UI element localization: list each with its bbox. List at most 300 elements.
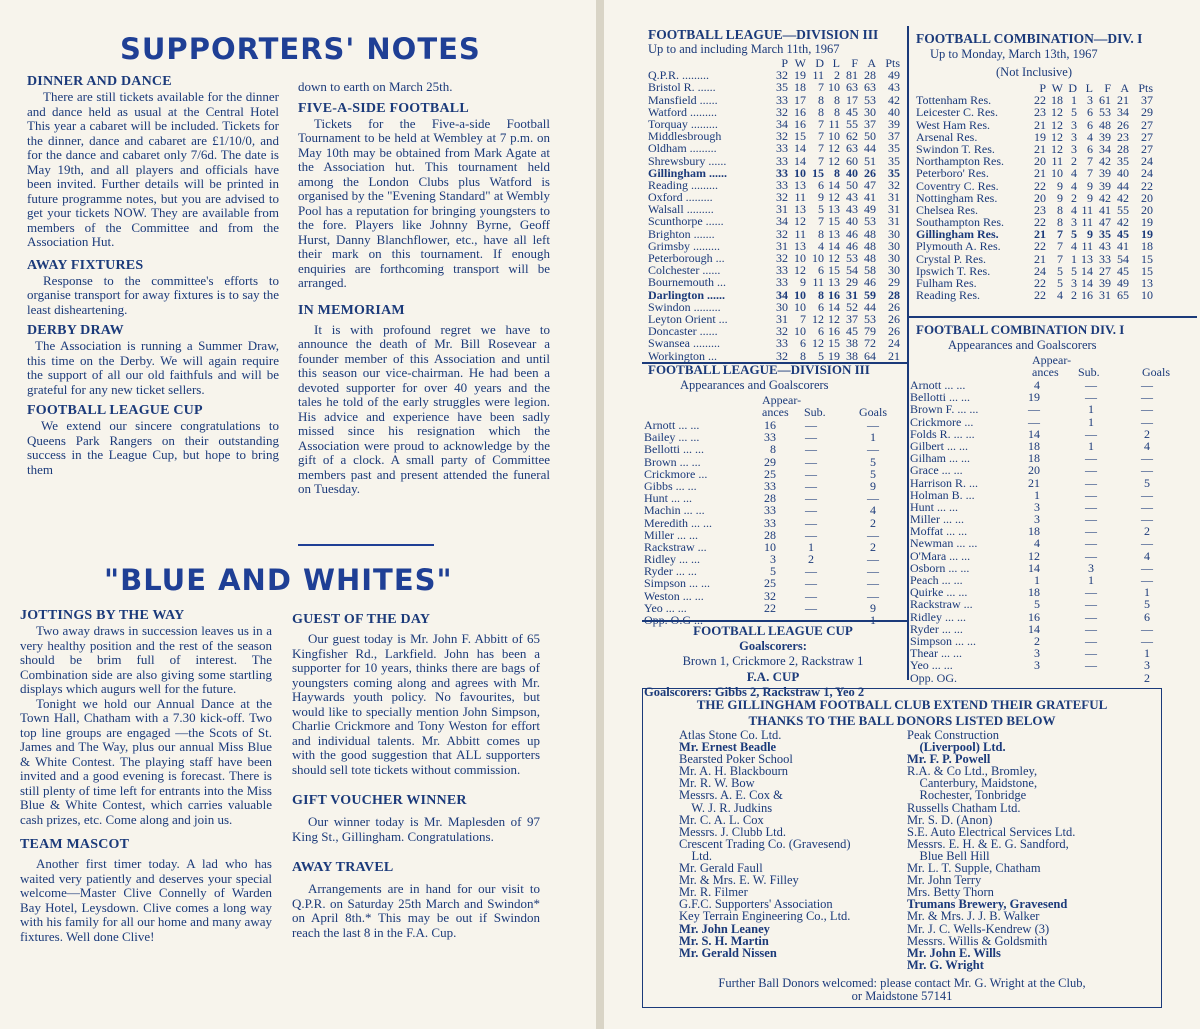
team-name: Darlington ...... bbox=[648, 287, 726, 302]
appearance-row bbox=[910, 537, 1198, 549]
player-name: Arnott ... ... bbox=[910, 378, 966, 392]
stat-cell: 3 bbox=[1071, 129, 1077, 144]
stat-cell: 53 bbox=[864, 92, 876, 107]
column-divider bbox=[907, 26, 909, 680]
stat-cell: 16 bbox=[794, 116, 806, 131]
stat-cell: 31 bbox=[776, 311, 788, 326]
stat-cell: 5 bbox=[818, 202, 824, 217]
stat-cell: 16 bbox=[828, 324, 840, 339]
goals-cell: — bbox=[1141, 463, 1153, 478]
donors-footer-1: Further Ball Donors welcomed: please contact Mr. G. Wright at the Club, bbox=[718, 976, 1086, 990]
appearances-cell: 16 bbox=[1028, 609, 1040, 624]
header-w: W bbox=[1051, 81, 1063, 95]
appearances-cell: 4 bbox=[1034, 536, 1040, 551]
stat-cell: 46 bbox=[846, 226, 858, 241]
stat-cell: 45 bbox=[1117, 227, 1129, 242]
player-name: Bellotti ... ... bbox=[910, 390, 970, 405]
donor-name: Mr. F. P. Powell bbox=[907, 752, 991, 767]
stat-cell: 58 bbox=[864, 263, 876, 278]
player-name: Hunt ... ... bbox=[910, 499, 958, 514]
stat-cell: 33 bbox=[776, 153, 788, 168]
stat-cell: 1 bbox=[1071, 93, 1077, 108]
appearance-row bbox=[910, 672, 1198, 684]
league-table-title: FOOTBALL LEAGUE—DIVISION III bbox=[648, 27, 879, 42]
stat-cell: 34 bbox=[776, 214, 788, 229]
stat-cell: 20 bbox=[1034, 154, 1046, 169]
league-table-row bbox=[648, 228, 904, 240]
stat-cell: 24 bbox=[1141, 166, 1153, 181]
stat-cell: 23 bbox=[1117, 129, 1129, 144]
stat-cell: 33 bbox=[776, 336, 788, 351]
appearances-cell: 3 bbox=[770, 552, 776, 567]
combination-table-row bbox=[916, 167, 1196, 179]
player-name: Crickmore ... bbox=[644, 466, 708, 481]
stat-cell: 14 bbox=[794, 153, 806, 168]
stat-cell: 53 bbox=[864, 214, 876, 229]
appearances-cell: 28 bbox=[764, 491, 776, 506]
sub-cell: — bbox=[805, 418, 817, 432]
stat-cell: 4 bbox=[1071, 202, 1077, 217]
sub-cell: — bbox=[805, 527, 817, 542]
appearances-cell: 25 bbox=[764, 466, 776, 481]
stat-cell: 40 bbox=[846, 165, 858, 180]
col-sub: Sub. bbox=[804, 405, 826, 419]
stat-cell: 22 bbox=[1034, 215, 1046, 230]
appearances-cell: 14 bbox=[1028, 426, 1040, 441]
goals-cell: 9 bbox=[870, 478, 876, 493]
stat-cell: 14 bbox=[828, 238, 840, 253]
stat-cell: 30 bbox=[888, 238, 900, 253]
team-name: Fulham Res. bbox=[916, 276, 977, 290]
stat-cell: 30 bbox=[776, 299, 788, 314]
stat-cell: 23 bbox=[1034, 105, 1046, 120]
mascot-heading: TEAM MASCOT bbox=[20, 837, 130, 852]
stat-cell: 35 bbox=[888, 141, 900, 156]
stat-cell: 5 bbox=[1071, 105, 1077, 120]
player-name: Ryder ... ... bbox=[644, 564, 697, 579]
jottings-text-1: Two away draws in succession leaves us in a very healthy position and the rest of the season should be brim full of interest. The Combination side are also giving some startling displays which augurs well for the future. bbox=[20, 623, 272, 696]
stat-cell: 7 bbox=[1087, 154, 1093, 169]
donor-name: Mr. Ernest Beadle bbox=[679, 740, 777, 755]
team-name: Walsall ......... bbox=[648, 202, 714, 217]
sub-cell: — bbox=[1085, 378, 1097, 392]
stat-cell: 72 bbox=[864, 336, 876, 351]
goals-cell: 2 bbox=[1144, 670, 1150, 685]
stat-cell: 6 bbox=[818, 324, 824, 339]
header-a: A bbox=[1120, 81, 1129, 95]
donor-name: Mrs. Betty Thorn bbox=[907, 885, 994, 900]
stat-cell: 29 bbox=[888, 275, 900, 290]
stat-cell: 13 bbox=[1081, 251, 1093, 266]
stat-cell: 41 bbox=[1099, 202, 1111, 217]
stat-cell: 8 bbox=[818, 92, 824, 107]
stat-cell: 13 bbox=[794, 238, 806, 253]
stat-cell: 9 bbox=[1087, 178, 1093, 193]
stat-cell: 8 bbox=[818, 104, 824, 119]
goals-cell: — bbox=[867, 552, 879, 567]
team-name: Leyton Orient ... bbox=[648, 311, 728, 326]
sub-cell: — bbox=[1085, 487, 1097, 502]
sub-cell: — bbox=[1085, 646, 1097, 661]
stat-cell: 5 bbox=[1057, 263, 1063, 278]
player-name: Opp. O.G ... bbox=[644, 613, 703, 627]
stat-cell: 34 bbox=[1099, 141, 1111, 156]
team-name: Doncaster ...... bbox=[648, 324, 718, 339]
player-name: Peach ... ... bbox=[910, 573, 963, 587]
appearances-cell: 3 bbox=[1034, 512, 1040, 527]
stat-cell: 4 bbox=[1071, 239, 1077, 254]
donor-name: Messrs. Willis & Goldsmith bbox=[907, 933, 1048, 948]
stat-cell: 19 bbox=[828, 348, 840, 363]
appearances-cell: 29 bbox=[764, 454, 776, 469]
sub-cell: 3 bbox=[1088, 560, 1094, 575]
fa-cup-scorers: Goalscorers: Gibbs 2, Rackstraw 1, Yeo 2 bbox=[644, 685, 865, 699]
stat-cell: 32 bbox=[776, 129, 788, 144]
league-cup-scorers: Brown 1, Crickmore 2, Rackstraw 1 bbox=[682, 654, 864, 668]
goals-cell: 4 bbox=[1144, 548, 1150, 563]
stat-cell: 21 bbox=[1034, 251, 1046, 266]
stat-cell: 14 bbox=[828, 299, 840, 314]
away-fixtures-heading: AWAY FIXTURES bbox=[27, 257, 144, 273]
team-name: Ipswich T. Res. bbox=[916, 263, 991, 278]
donor-name: G.F.C. Supporters' Association bbox=[679, 897, 833, 912]
combination-table-row bbox=[916, 119, 1196, 131]
stat-cell: 12 bbox=[794, 263, 806, 278]
stat-cell: 15 bbox=[794, 129, 806, 144]
stat-cell: 37 bbox=[1141, 93, 1153, 108]
appearance-row bbox=[910, 647, 1198, 659]
stat-cell: 19 bbox=[794, 68, 806, 83]
stat-cell: 7 bbox=[818, 214, 824, 229]
stat-cell: 11 bbox=[828, 116, 840, 131]
donor-name: Messrs. E. H. & E. G. Sandford, bbox=[907, 836, 1069, 851]
stat-cell: 7 bbox=[818, 129, 824, 144]
sub-cell: — bbox=[1085, 512, 1097, 527]
donor-name: Peak Construction bbox=[907, 728, 1000, 742]
stat-cell: 35 bbox=[1099, 227, 1111, 242]
stat-cell: 1 bbox=[1071, 251, 1077, 266]
stat-cell: 46 bbox=[846, 238, 858, 253]
stat-cell: 35 bbox=[888, 153, 900, 168]
appearance-row bbox=[644, 590, 906, 602]
league-table-row bbox=[648, 94, 904, 106]
stat-cell: 21 bbox=[1034, 166, 1046, 181]
team-name: Tottenham Res. bbox=[916, 93, 992, 108]
header-f: F bbox=[1104, 81, 1111, 95]
stat-cell: 10 bbox=[794, 251, 806, 265]
player-name: Thear ... ... bbox=[910, 646, 962, 661]
stat-cell: 42 bbox=[1099, 190, 1111, 205]
player-name: Gibbs ... ... bbox=[644, 478, 697, 493]
stat-cell: 40 bbox=[846, 214, 858, 229]
stat-cell: 12 bbox=[828, 153, 840, 168]
team-name: West Ham Res. bbox=[916, 117, 991, 132]
stat-cell: 24 bbox=[1141, 154, 1153, 169]
sub-cell: 1 bbox=[1088, 414, 1094, 429]
sub-cell: — bbox=[1085, 451, 1097, 466]
combination-note: (Not Inclusive) bbox=[996, 65, 1073, 79]
league-apps-subtitle: Appearances and Goalscorers bbox=[680, 378, 829, 392]
stat-cell: 10 bbox=[1141, 288, 1153, 303]
stat-cell: 5 bbox=[1057, 276, 1063, 290]
appearances-cell: 1 bbox=[1034, 573, 1040, 587]
dinner-heading: DINNER AND DANCE bbox=[27, 74, 172, 89]
ball-donors-box bbox=[642, 688, 1162, 1008]
stat-cell: 26 bbox=[888, 299, 900, 314]
stat-cell: 14 bbox=[794, 141, 806, 156]
stat-cell: 31 bbox=[1099, 288, 1111, 303]
fa-cup-title: F.A. CUP bbox=[746, 669, 800, 684]
dinner-text: There are still tickets available for the dinner and dance held as usual at the Central Hotel This year a cabaret will be included. Tickets for the dinner, dance and cabaret are £1/10/0, and for the dance and cabaret only 7/6d. The date is May 19th, and all players and officials have been invited. Further details will be printed in future programme notes, but you are advised to get your tickets NOW. They are available from members of the Committee and from the Association Hut. bbox=[27, 89, 279, 249]
player-name: Osborn ... ... bbox=[910, 560, 970, 575]
appearance-row bbox=[644, 517, 906, 529]
stat-cell: 15 bbox=[828, 214, 840, 229]
stat-cell: 16 bbox=[828, 287, 840, 302]
goals-cell: — bbox=[1141, 487, 1153, 502]
player-name: Grace ... ... bbox=[910, 463, 963, 478]
goals-cell: — bbox=[1141, 414, 1153, 429]
stat-cell: 27 bbox=[1141, 141, 1153, 156]
team-name: Oldham ......... bbox=[648, 141, 717, 156]
player-name: Hunt ... ... bbox=[644, 491, 692, 506]
stat-cell: 8 bbox=[834, 165, 840, 180]
stat-cell: 18 bbox=[1141, 239, 1153, 254]
player-name: Miller ... ... bbox=[910, 512, 964, 527]
donor-name: Mr. S. H. Martin bbox=[679, 933, 769, 948]
team-name: Peterborough ... bbox=[648, 251, 725, 265]
stat-cell: 39 bbox=[1099, 166, 1111, 181]
col-goals: Goals bbox=[859, 405, 887, 419]
stat-cell: 22 bbox=[1034, 288, 1046, 303]
goals-cell: 4 bbox=[1144, 438, 1150, 453]
goals-cell: 9 bbox=[870, 600, 876, 615]
stat-cell: 65 bbox=[1117, 288, 1129, 303]
stat-cell: 11 bbox=[812, 275, 824, 290]
donor-name: Crescent Trading Co. (Gravesend) bbox=[679, 836, 851, 851]
appearances-cell: 18 bbox=[1028, 438, 1040, 453]
stat-cell: 14 bbox=[1081, 263, 1093, 278]
appearances-cell: 18 bbox=[1028, 585, 1040, 600]
goals-cell: — bbox=[867, 442, 879, 457]
appearances-cell: 5 bbox=[770, 564, 776, 579]
appearances-cell: 33 bbox=[764, 430, 776, 445]
appearances-cell: 3 bbox=[1034, 658, 1040, 673]
header-p: P bbox=[781, 56, 788, 70]
stat-cell: 32 bbox=[776, 226, 788, 241]
stat-cell: 42 bbox=[1117, 215, 1129, 230]
league-table-row bbox=[648, 337, 904, 349]
stat-cell: 50 bbox=[864, 129, 876, 144]
stat-cell: 39 bbox=[888, 116, 900, 131]
stat-cell: 43 bbox=[1099, 239, 1111, 254]
col-appearances: Appear- ances bbox=[1032, 353, 1072, 379]
sub-cell: 1 bbox=[1088, 402, 1094, 417]
team-name: Gillingham ...... bbox=[648, 165, 728, 180]
donor-name: Mr. J. C. Wells-Kendrew (3) bbox=[907, 921, 1050, 936]
stat-cell: 31 bbox=[888, 202, 900, 217]
sub-cell: — bbox=[1085, 609, 1097, 624]
donor-name: S.E. Auto Electrical Services Ltd. bbox=[907, 824, 1076, 839]
derby-text: The Association is running a Summer Draw, this time on the Derby. We will again require the support of all our old faithfuls and will be grateful for any new ticket sellers. bbox=[27, 338, 279, 397]
stat-cell: 50 bbox=[846, 177, 858, 192]
stat-cell: 48 bbox=[864, 251, 876, 265]
stat-cell: 13 bbox=[794, 177, 806, 192]
donor-name: Messrs. A. E. Cox & bbox=[679, 788, 783, 803]
appearances-cell: 3 bbox=[1034, 499, 1040, 514]
stat-cell: 10 bbox=[828, 129, 840, 144]
player-name: Weston ... ... bbox=[644, 588, 704, 603]
sub-cell: 1 bbox=[808, 539, 814, 554]
donors-footer-2: or Maidstone 57141 bbox=[851, 989, 953, 1003]
stat-cell: 27 bbox=[1141, 129, 1153, 144]
stat-cell: 30 bbox=[864, 104, 876, 119]
appearances-cell: 33 bbox=[764, 515, 776, 530]
stat-cell: 26 bbox=[864, 165, 876, 180]
stat-cell: 4 bbox=[1087, 129, 1093, 144]
stat-cell: 4 bbox=[1071, 166, 1077, 181]
goals-cell: — bbox=[1141, 560, 1153, 575]
stat-cell: 8 bbox=[818, 226, 824, 241]
stat-cell: 10 bbox=[812, 251, 824, 265]
stat-cell: 19 bbox=[1141, 215, 1153, 230]
goals-cell: — bbox=[1141, 378, 1153, 392]
stat-cell: 9 bbox=[800, 275, 806, 290]
stat-cell: 22 bbox=[1034, 93, 1046, 108]
appearance-row bbox=[910, 598, 1198, 610]
appearances-cell: 10 bbox=[764, 539, 776, 554]
stat-cell: 31 bbox=[776, 238, 788, 253]
stat-cell: 53 bbox=[1099, 105, 1111, 120]
league-cup-continued: down to earth on March 25th. bbox=[298, 79, 453, 94]
stat-cell: 28 bbox=[864, 68, 876, 83]
sub-cell: — bbox=[805, 515, 817, 530]
appearances-cell: 18 bbox=[1028, 524, 1040, 539]
sub-cell: — bbox=[805, 503, 817, 518]
appearance-row bbox=[910, 477, 1198, 489]
team-name: Reading ......... bbox=[648, 177, 718, 192]
team-name: Grimsby ......... bbox=[648, 238, 720, 253]
goals-cell: — bbox=[1141, 451, 1153, 466]
header-l: L bbox=[832, 56, 840, 70]
league-table-row bbox=[648, 350, 904, 362]
combination-table bbox=[916, 31, 1196, 301]
sub-cell: — bbox=[805, 588, 817, 603]
league-table-row bbox=[648, 155, 904, 167]
stat-cell: 7 bbox=[1057, 227, 1063, 242]
stat-cell: 3 bbox=[1071, 276, 1077, 290]
stat-cell: 8 bbox=[1057, 202, 1063, 217]
stat-cell: 24 bbox=[888, 336, 900, 351]
league-table-row bbox=[648, 276, 904, 288]
player-name: Miller ... ... bbox=[644, 527, 698, 542]
stat-cell: 33 bbox=[776, 275, 788, 290]
appearance-row bbox=[910, 403, 1198, 415]
sub-cell: — bbox=[1085, 633, 1097, 648]
goals-cell: — bbox=[1141, 621, 1153, 636]
player-name: O'Mara ... ... bbox=[910, 548, 971, 563]
stat-cell: 18 bbox=[1051, 93, 1063, 108]
sub-cell: 1 bbox=[1088, 573, 1094, 587]
combination-table-row bbox=[916, 106, 1196, 118]
team-name: Reading Res. bbox=[916, 288, 980, 303]
blue-and-whites-title: "BLUE AND WHITES" bbox=[104, 563, 453, 597]
appearances-cell: 19 bbox=[1028, 390, 1040, 405]
stat-cell: 11 bbox=[794, 190, 806, 205]
stat-cell: 40 bbox=[1117, 166, 1129, 181]
team-name: Colchester ...... bbox=[648, 263, 721, 278]
player-name: Ridley ... ... bbox=[644, 552, 700, 567]
stat-cell: 32 bbox=[888, 177, 900, 192]
stat-cell: 21 bbox=[1117, 93, 1129, 108]
goals-cell: 5 bbox=[1144, 475, 1150, 490]
away-travel-text: Arrangements are in hand for our visit to Q.P.R. on Saturday 25th March and Swindon* on April 8th.* This may be out if Swindon reach the last 8 in the F.A. Cup. bbox=[292, 881, 540, 940]
sub-cell: — bbox=[805, 466, 817, 481]
stat-cell: 11 bbox=[1081, 215, 1093, 230]
stat-cell: 47 bbox=[1099, 215, 1111, 230]
stat-cell: 13 bbox=[794, 202, 806, 217]
stat-cell: 79 bbox=[864, 324, 876, 339]
stat-cell: 32 bbox=[776, 324, 788, 339]
goals-cell: — bbox=[1141, 573, 1153, 587]
stat-cell: 42 bbox=[1117, 190, 1129, 205]
stat-cell: 21 bbox=[1034, 141, 1046, 156]
stat-cell: 4 bbox=[818, 238, 824, 253]
team-name: Leicester C. Res. bbox=[916, 105, 998, 120]
league-table-row bbox=[648, 289, 904, 301]
stat-cell: 41 bbox=[864, 190, 876, 205]
supporters-notes-title: SUPPORTERS' NOTES bbox=[120, 32, 481, 66]
team-name: Oxford ......... bbox=[648, 190, 713, 205]
stat-cell: 13 bbox=[1141, 276, 1153, 290]
appearances-cell: 5 bbox=[1034, 597, 1040, 612]
sub-cell: — bbox=[805, 454, 817, 469]
header-d: D bbox=[815, 56, 824, 70]
team-name: Brighton ....... bbox=[648, 226, 715, 241]
stat-cell: 10 bbox=[1051, 166, 1063, 181]
stat-cell: 12 bbox=[1051, 141, 1063, 156]
stat-cell: 18 bbox=[794, 80, 806, 95]
team-name: Peterboro' Res. bbox=[916, 166, 989, 181]
jottings-heading: JOTTINGS BY THE WAY bbox=[20, 608, 185, 623]
stat-cell: 12 bbox=[1051, 105, 1063, 120]
header-f: F bbox=[851, 56, 858, 70]
combination-apps-header bbox=[910, 353, 1198, 379]
divider-rule bbox=[298, 544, 434, 546]
stat-cell: 10 bbox=[828, 80, 840, 95]
sub-cell: — bbox=[1085, 499, 1097, 514]
stat-cell: 9 bbox=[818, 190, 824, 205]
donor-name: Mr. R. W. Bow bbox=[679, 776, 755, 791]
combination-appearances bbox=[910, 322, 1198, 684]
goals-cell: 2 bbox=[1144, 426, 1150, 441]
away-travel-heading: AWAY TRAVEL bbox=[292, 860, 394, 875]
derby-heading: DERBY DRAW bbox=[27, 323, 124, 338]
team-name: Southampton Res. bbox=[916, 215, 1005, 230]
team-name: Scunthorpe ...... bbox=[648, 214, 724, 229]
stat-cell: 26 bbox=[1117, 117, 1129, 132]
stat-cell: 47 bbox=[864, 177, 876, 192]
stat-cell: 29 bbox=[1141, 105, 1153, 120]
team-name: Swindon T. Res. bbox=[916, 141, 995, 156]
team-name: Nottingham Res. bbox=[916, 190, 998, 205]
goals-cell: 1 bbox=[1144, 585, 1150, 600]
donor-name: Mr. C. A. L. Cox bbox=[679, 812, 764, 827]
stat-cell: 11 bbox=[812, 68, 824, 83]
stat-cell: 35 bbox=[888, 165, 900, 180]
stat-cell: 2 bbox=[1071, 190, 1077, 205]
stat-cell: 14 bbox=[828, 177, 840, 192]
sub-cell: — bbox=[1085, 548, 1097, 563]
